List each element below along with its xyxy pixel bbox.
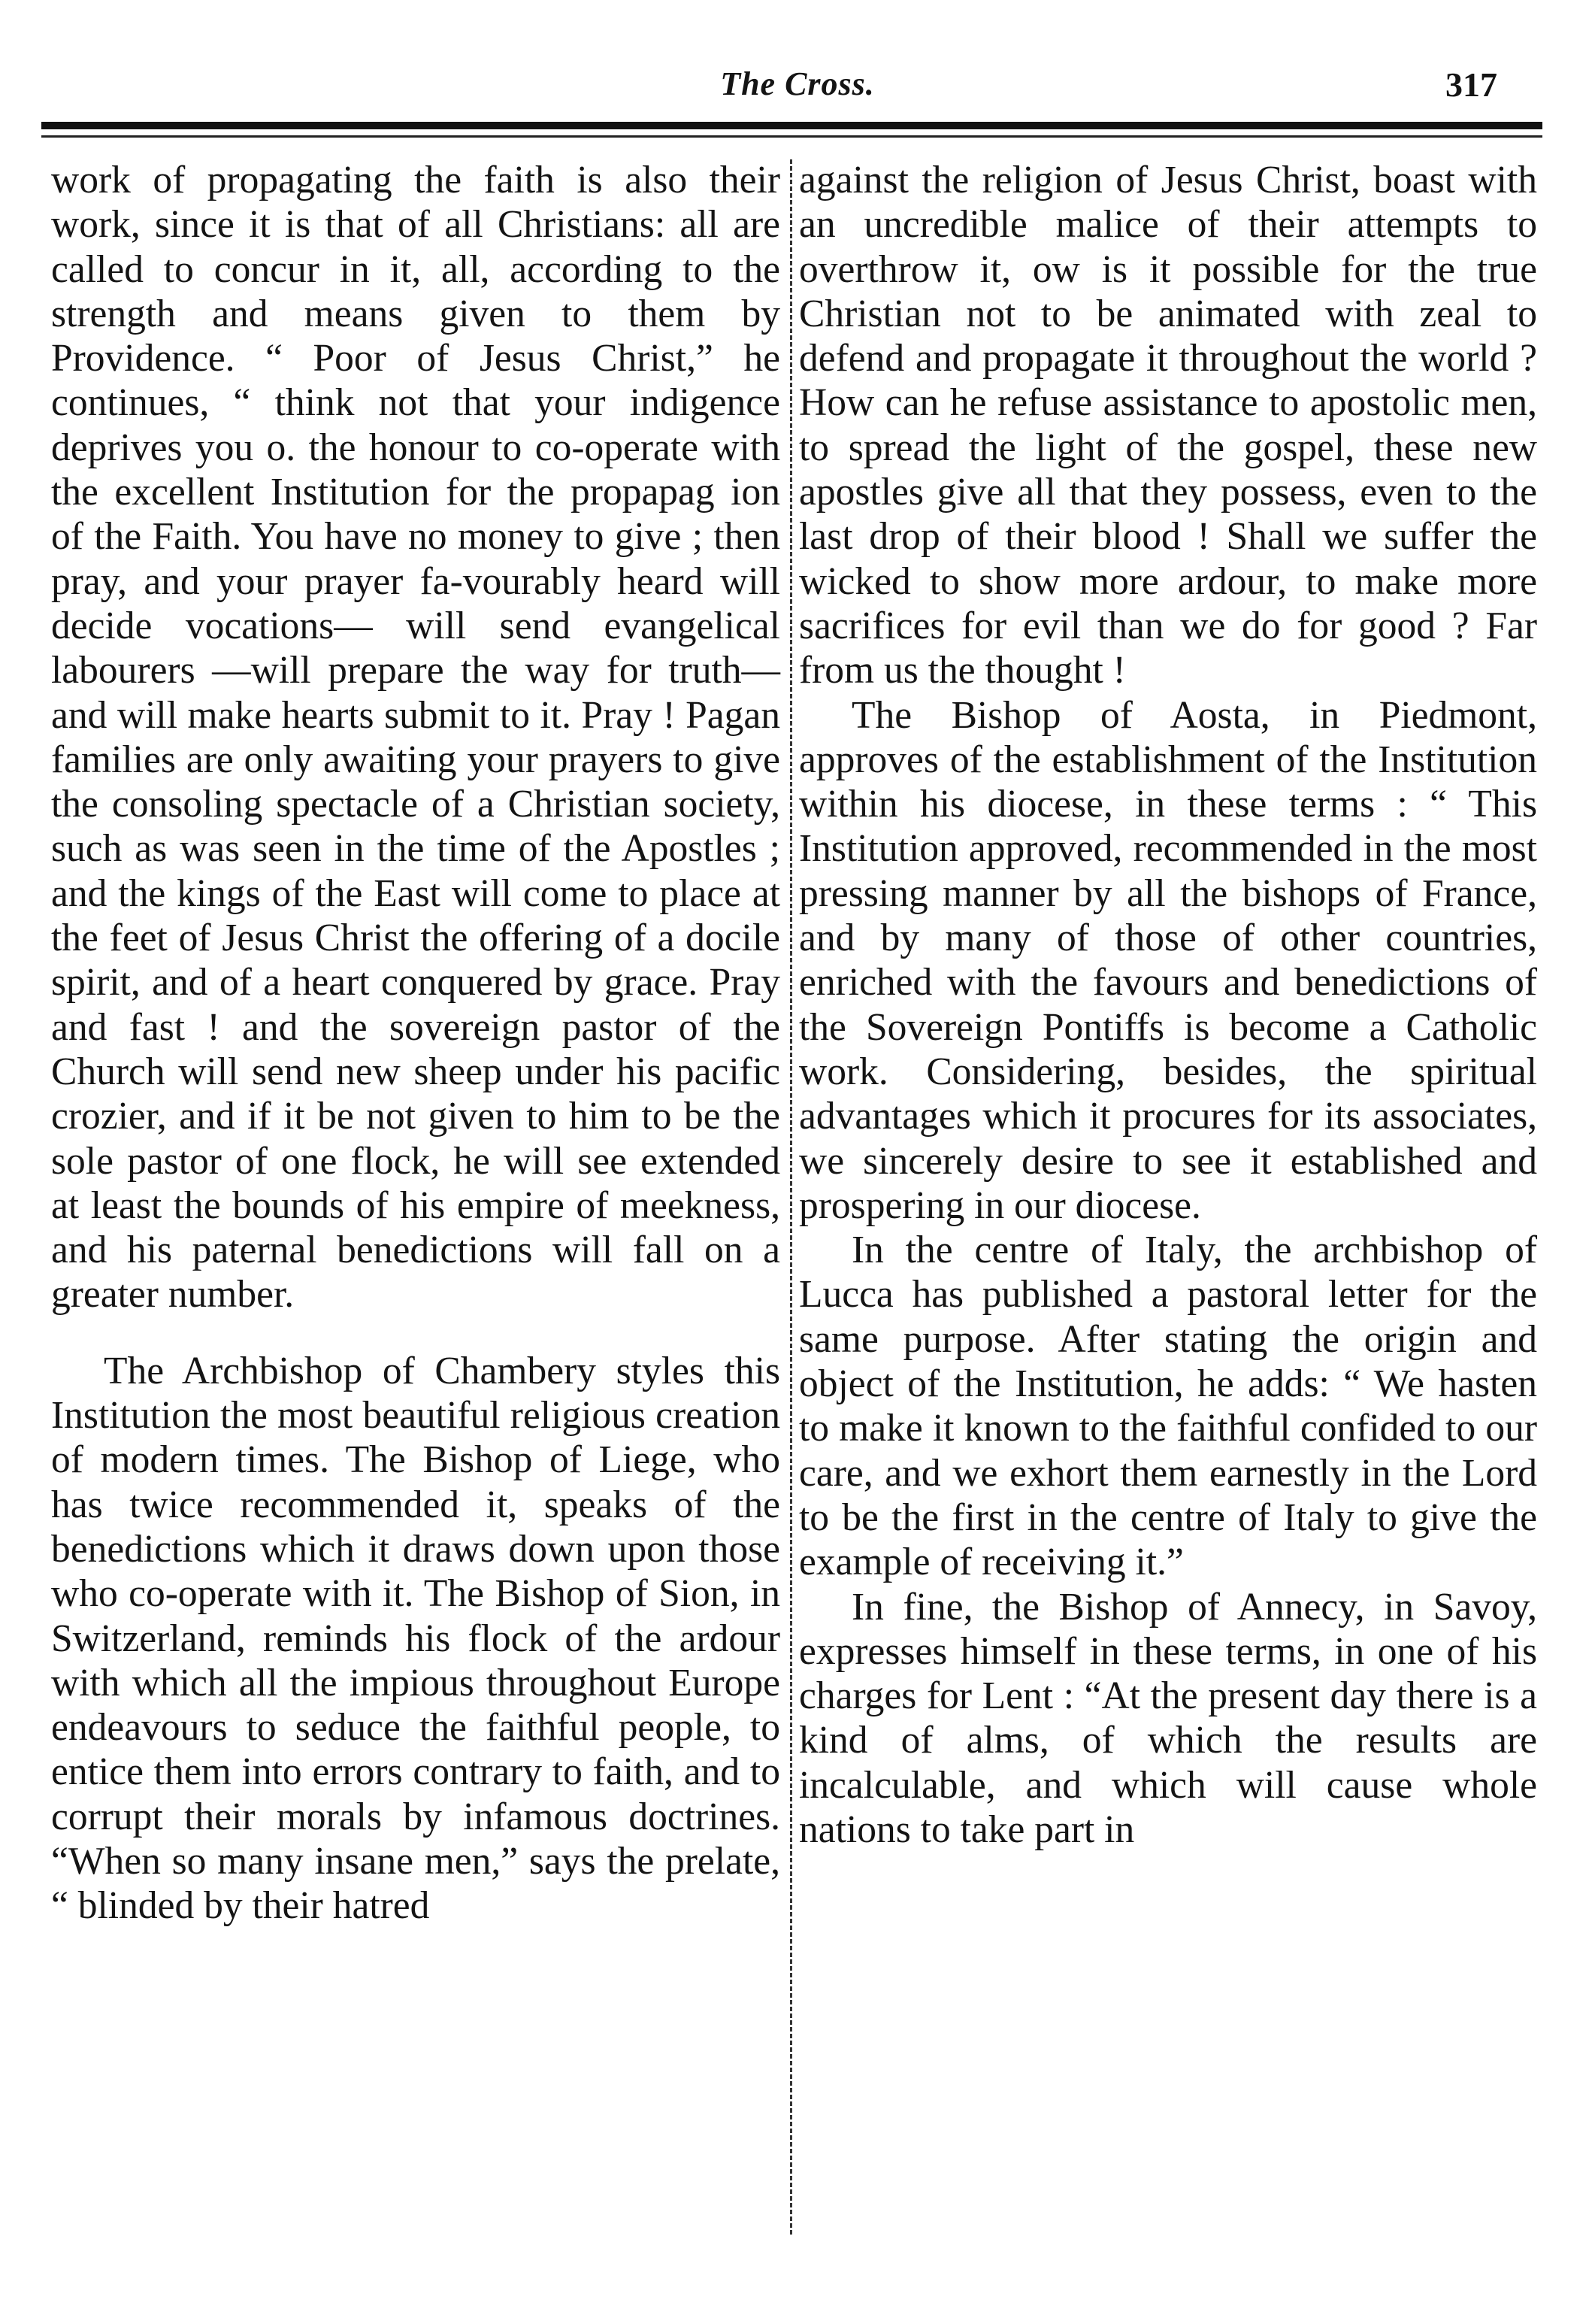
right-paragraph-3: In the centre of Italy, the archbishop of Lucca has published a pastoral letter for the same purpose. After stating the origin and object of the Institution, he adds: “ We hasten to make it known to the faithful confided to our care, and we exhort them earnestly in the Lord to be the first in the centre of Italy to give the example of receiving it.” — [799, 1229, 1537, 1584]
running-head — [45, 65, 1550, 117]
left-paragraph-1: work of propagating the faith is also their work, since it is that of all Christians: all are called to concur in it, all, according to the strength and means given to them by Providence. “ Poor of Jesus Christ,” he continues, “ think not that your indigence deprives you o. the honour to co-operate with the excellent Institution for the propapag ion of the Faith. You have no money to give ; then pray, and your prayer fa-vourably heard will decide vocations— will send evangelical labourers —will prepare the way for truth—and will make hearts submit to it. Pray ! Pagan families are only awaiting your prayers to give the consoling spectacle of a Christian society, such as was seen in the time of the Apostles ; and the kings of the East will come to place at the feet of Jesus Christ the offering of a docile spirit, and of a heart conquered by grace. Pray and fast ! and the sovereign pastor of the Church will send new sheep under his pacific crozier, and if it be not given to him to be the sole pastor of one flock, he will see extended at least the bounds of his empire of meekness, and his paternal benedictions will fall on a greater number. — [51, 159, 780, 1317]
header-rule-thin — [41, 135, 1542, 138]
right-paragraph-2: The Bishop of Aosta, in Piedmont, approves of the establishment of the Institution within his diocese, in these terms : “ This Institution approved, recommended in the most pressing manner by all the bishops of France, and by many of those of other countries, enriched with the favours and benedictions of the Sovereign Pontiffs is become a Catholic work. Considering, besides, the spiritual advantages which it procures for its associates, we sincerely desire to see it established and prospering in our diocese. — [799, 693, 1537, 1227]
left-column — [51, 158, 780, 1929]
right-paragraph-4: In fine, the Bishop of Annecy, in Savoy, expresses himself in these terms, in one of his charges for Lent : “At the present day there is a kind of alms, of which the results are incalculable, and which will cause whole nations to take part in — [799, 1585, 1537, 1851]
column-divider — [790, 159, 792, 2235]
page-number: 317 — [1445, 65, 1497, 104]
running-title: The Cross. — [720, 65, 875, 102]
left-paragraph-2: The Archbishop of Chambery styles this Institution the most beautiful religious creation of modern times. The Bishop of Liege, who has twice recommended it, speaks of the benedictions which it draws down upon those who co-operate with it. The Bishop of Sion, in Switzerland, reminds his flock of the ardour with which all the impious throughout Europe endeavours to seduce the faithful people, to entice them into errors contrary to faith, and to corrupt their morals by infamous doctrines. “When so many insane men,” says the prelate, “ blinded by their hatred — [51, 1349, 780, 1928]
right-paragraph-1: against the religion of Jesus Christ, boast with an uncredible malice of their attempts to overthrow it, ow is it possible for the true Christian not to be animated with zeal to defend and propagate it throughout the world ? How can he refuse assistance to apostolic men, to spread the light of the gospel, these new apostles give all that they possess, even to the last drop of their blood ! Shall we suffer the wicked to show more ardour, to make more sacrifices for evil than we do for good ? Far from us the thought ! — [799, 159, 1537, 692]
header-rule — [41, 122, 1542, 129]
right-column — [799, 158, 1537, 1852]
